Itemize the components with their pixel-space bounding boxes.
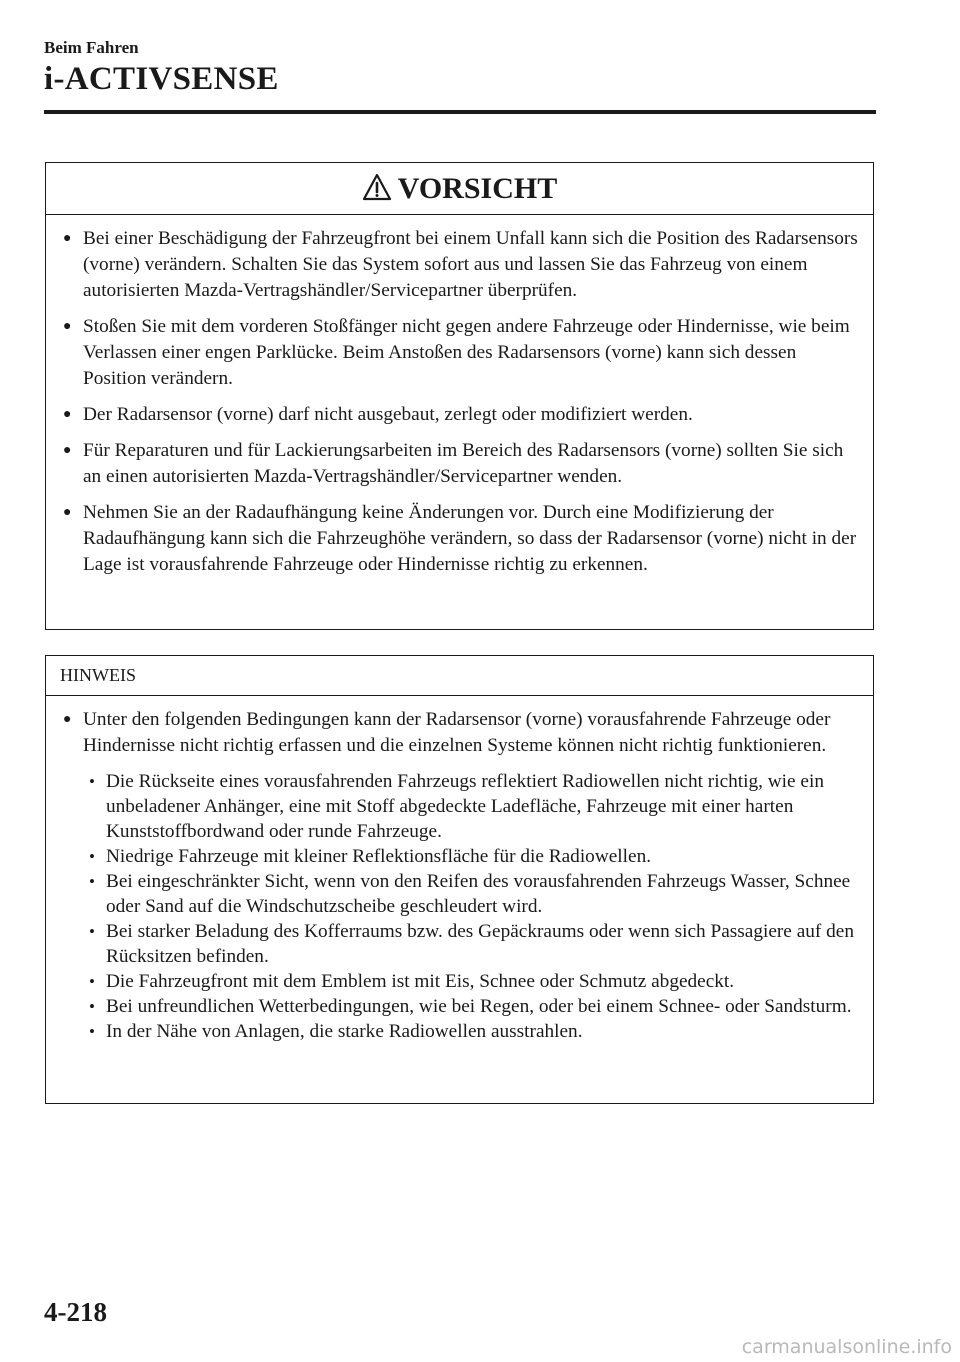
note-sub-item-text: Bei eingeschränkter Sicht, wenn von den Reifen des vorausfahrenden Fahrzeugs Wasser, Schnee oder Sand auf die Windschutzscheibe geschleudert wird. (106, 871, 851, 917)
caution-item (46, 438, 873, 490)
note-sub-item (83, 994, 859, 1019)
sub-bullet-icon: • (89, 772, 95, 791)
caution-item-text: Der Radarsensor (vorne) darf nicht ausgebaut, zerlegt oder modifiziert werden. (83, 404, 693, 425)
section-label: Beim Fahren (44, 38, 139, 57)
note-list (46, 696, 873, 1044)
note-sub-item (83, 969, 859, 994)
sub-bullet-icon: • (89, 997, 95, 1016)
note-item (46, 707, 873, 1044)
watermark: carmanualsonline.info (741, 1336, 952, 1358)
note-box (45, 655, 874, 1104)
note-sub-item-text: In der Nähe von Anlagen, die starke Radiowellen ausstrahlen. (106, 1021, 583, 1042)
note-sub-item (83, 919, 859, 969)
note-sub-item (83, 1019, 859, 1044)
note-sub-item-text: Bei unfreundlichen Wetterbedingungen, wie bei Regen, oder bei einem Schnee- oder Sandsturm. (106, 996, 852, 1017)
note-sub-item (83, 869, 859, 919)
caution-box (45, 162, 874, 630)
sub-bullet-icon: • (89, 872, 95, 891)
caution-item (46, 402, 873, 428)
sub-bullet-icon: • (89, 847, 95, 866)
note-sub-item (83, 769, 859, 844)
caution-item (46, 226, 873, 304)
note-title: HINWEIS (60, 665, 136, 685)
caution-item (46, 314, 873, 392)
note-header (46, 656, 873, 696)
note-sub-item-text: Die Rückseite eines vorausfahrenden Fahrzeugs reflektiert Radiowellen nicht richtig, wie ein unbeladener Anhänger, eine mit Stoff abgedeckte Ladefläche, Fahrzeuge mit einer harten Kunststoffbordwand oder runde Fahrzeuge. (106, 771, 824, 842)
caution-item-text: Nehmen Sie an der Radaufhängung keine Änderungen vor. Durch eine Modifizierung der Radaufhängung kann sich die Fahrzeughöhe verändern, so dass der Radarsensor (vorne) nicht in der Lage ist vorausfahrende Fahrzeuge oder Hindernisse richtig zu erkennen. (83, 502, 857, 575)
note-sub-item-text: Niedrige Fahrzeuge mit kleiner Reflektionsfläche für die Radiowellen. (106, 846, 652, 867)
bullet-icon: ● (63, 443, 72, 458)
bullet-icon: ● (63, 407, 72, 422)
caution-item-text: Für Reparaturen und für Lackierungsarbeiten im Bereich des Radarsensors (vorne) sollten Sie sich an einen autorisierten Mazda-Vertragshändler/Servicepartner wenden. (83, 440, 844, 487)
note-sub-item-text: Bei starker Beladung des Kofferraums bzw. des Gepäckraums oder wenn sich Passagiere auf den Rücksitzen befinden. (106, 921, 854, 967)
caution-list (46, 215, 873, 578)
caution-item (46, 500, 873, 578)
sub-bullet-icon: • (89, 922, 95, 941)
bullet-icon: ● (63, 712, 72, 727)
header-rule (44, 110, 876, 114)
note-sub-item-text: Die Fahrzeugfront mit dem Emblem ist mit Eis, Schnee oder Schmutz abgedeckt. (106, 971, 735, 992)
page-number: 4-218 (44, 1297, 107, 1327)
sub-bullet-icon: • (89, 972, 95, 991)
chapter-title: i-ACTIVSENSE (44, 61, 279, 97)
caution-title: VORSICHT (397, 171, 558, 205)
sub-bullet-icon: • (89, 1022, 95, 1041)
note-sub-item (83, 844, 859, 869)
bullet-icon: ● (63, 505, 72, 520)
page-header (44, 38, 279, 98)
note-intro-text: Unter den folgenden Bedingungen kann der Radarsensor (vorne) vorausfahrende Fahrzeuge oder Hindernisse nicht richtig erfassen und die einzelnen Systeme können nicht richtig funktionieren. (83, 709, 831, 756)
bullet-icon: ● (63, 231, 72, 246)
caution-item-text: Bei einer Beschädigung der Fahrzeugfront bei einem Unfall kann sich die Position des Radarsensors (vorne) verändern. Schalten Sie das System sofort aus und lassen Sie das Fahrzeug von einem autorisierten Mazda-Vertragshändler/Servicepartner überprüfen. (83, 228, 858, 301)
note-sub-list (83, 769, 859, 1044)
caution-item-text: Stoßen Sie mit dem vorderen Stoßfänger nicht gegen andere Fahrzeuge oder Hindernisse, wie beim Verlassen einer engen Parklücke. Beim Anstoßen des Radarsensors (vorne) kann sich dessen Position verändern. (83, 316, 850, 389)
warning-triangle-icon (362, 173, 392, 201)
caution-header (46, 163, 873, 215)
bullet-icon: ● (63, 319, 72, 334)
